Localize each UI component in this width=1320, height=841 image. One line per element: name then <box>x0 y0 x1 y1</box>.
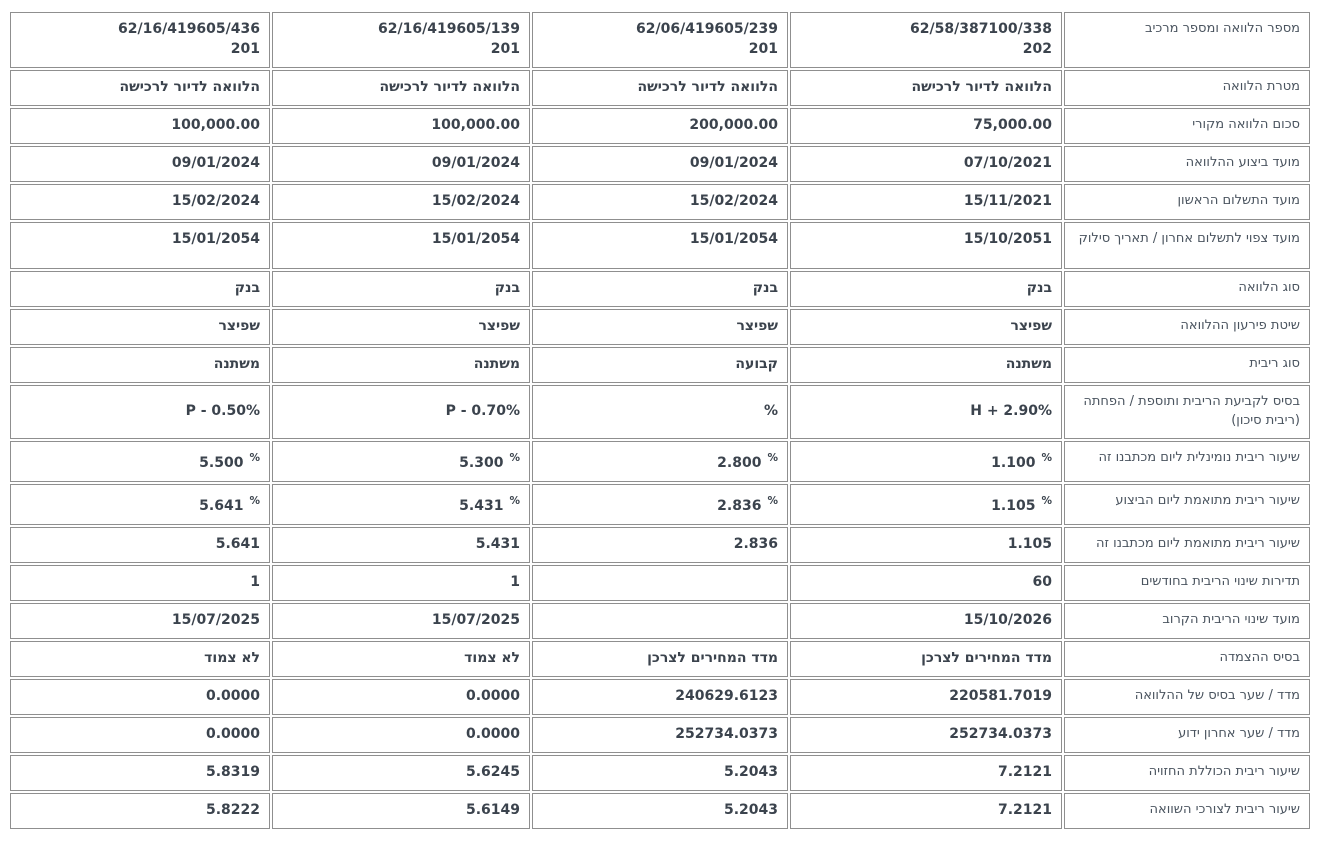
cell-base-index-1: 240629.6123 <box>532 679 788 715</box>
cell-base-index-2: 0.0000 <box>272 679 530 715</box>
table-row-next-change-date <box>10 603 1310 639</box>
percent-sign: % <box>1041 452 1052 464</box>
percent-sign: % <box>509 495 520 507</box>
cell-adjusted-rate-execution-3 <box>10 484 270 525</box>
row-label-interest-type: סוג ריבית <box>1064 347 1310 383</box>
cell-amount-1: 200,000.00 <box>532 108 788 144</box>
cell-adjusted-rate-execution-2 <box>272 484 530 525</box>
table-row-nominal-rate <box>10 441 1310 482</box>
cell-nominal-rate-2 <box>272 441 530 482</box>
cell-repayment-method-1: שפיצר <box>532 309 788 345</box>
cell-loan-number-2 <box>272 12 530 68</box>
cell-rate-basis-2: P - 0.70% <box>272 385 530 439</box>
percent-sign: % <box>509 452 520 464</box>
cell-base-index-3: 0.0000 <box>10 679 270 715</box>
cell-first-payment-3: 15/02/2024 <box>10 184 270 220</box>
cell-adjusted-rate-current-3: 5.641 <box>10 527 270 563</box>
component-number: 202 <box>1022 41 1052 57</box>
cell-last-payment-3: 15/01/2054 <box>10 222 270 269</box>
cell-comparison-rate-0: 7.2121 <box>790 793 1062 829</box>
table-row-adjusted-rate-current <box>10 527 1310 563</box>
rate-value: 5.500 <box>199 455 244 471</box>
rate-value: 1.100 <box>991 455 1036 471</box>
cell-loan-type-3: בנק <box>10 271 270 307</box>
percent-sign: % <box>1041 495 1052 507</box>
cell-expected-total-rate-0: 7.2121 <box>790 755 1062 791</box>
loan-number: 62/58/387100/338 <box>910 21 1052 37</box>
cell-comparison-rate-2: 5.6149 <box>272 793 530 829</box>
cell-nominal-rate-0 <box>790 441 1062 482</box>
table-row-interest-type <box>10 347 1310 383</box>
table-row-last-payment <box>10 222 1310 269</box>
cell-execution-date-2: 09/01/2024 <box>272 146 530 182</box>
row-label-linkage-basis: בסיס ההצמדה <box>1064 641 1310 677</box>
cell-loan-number-3 <box>10 12 270 68</box>
table-row-loan-number <box>10 12 1310 68</box>
cell-last-payment-2: 15/01/2054 <box>272 222 530 269</box>
cell-interest-type-2: משתנה <box>272 347 530 383</box>
component-number: 201 <box>748 41 778 57</box>
table-row-base-index <box>10 679 1310 715</box>
row-label-base-index: מדד / שער בסיס של ההלוואה <box>1064 679 1310 715</box>
cell-amount-2: 100,000.00 <box>272 108 530 144</box>
cell-purpose-3: הלוואה לדיור לרכישה <box>10 70 270 106</box>
percent-sign: % <box>767 495 778 507</box>
row-label-change-frequency: תדירות שינוי הריבית בחודשים <box>1064 565 1310 601</box>
cell-rate-basis-1: % <box>532 385 788 439</box>
table-row-rate-basis <box>10 385 1310 439</box>
row-label-next-change-date: מועד שינוי הריבית הקרוב <box>1064 603 1310 639</box>
row-label-repayment-method: שיטת פירעון ההלוואה <box>1064 309 1310 345</box>
cell-change-frequency-1 <box>532 565 788 601</box>
cell-next-change-date-0: 15/10/2026 <box>790 603 1062 639</box>
rate-value: 1.105 <box>991 498 1036 514</box>
cell-execution-date-0: 07/10/2021 <box>790 146 1062 182</box>
component-number: 201 <box>230 41 260 57</box>
row-label-purpose: מטרת הלוואה <box>1064 70 1310 106</box>
cell-repayment-method-3: שפיצר <box>10 309 270 345</box>
loan-details-table <box>8 10 1312 831</box>
cell-next-change-date-1 <box>532 603 788 639</box>
row-label-comparison-rate: שיעור ריבית לצורכי השוואה <box>1064 793 1310 829</box>
table-row-amount <box>10 108 1310 144</box>
cell-loan-type-1: בנק <box>532 271 788 307</box>
cell-next-change-date-2: 15/07/2025 <box>272 603 530 639</box>
rate-value: 2.800 <box>717 455 762 471</box>
row-label-first-payment: מועד התשלום הראשון <box>1064 184 1310 220</box>
row-label-last-known-index: מדד / שער אחרון ידוע <box>1064 717 1310 753</box>
cell-loan-number-0 <box>790 12 1062 68</box>
cell-linkage-basis-0: מדד המחירים לצרכן <box>790 641 1062 677</box>
cell-purpose-0: הלוואה לדיור לרכישה <box>790 70 1062 106</box>
cell-loan-type-0: בנק <box>790 271 1062 307</box>
cell-interest-type-1: קבועה <box>532 347 788 383</box>
cell-change-frequency-3: 1 <box>10 565 270 601</box>
cell-interest-type-3: משתנה <box>10 347 270 383</box>
cell-first-payment-2: 15/02/2024 <box>272 184 530 220</box>
cell-expected-total-rate-2: 5.6245 <box>272 755 530 791</box>
cell-last-payment-0: 15/10/2051 <box>790 222 1062 269</box>
percent-sign: % <box>767 452 778 464</box>
row-label-rate-basis: בסיס לקביעת הריבית ותוספת / הפחתה (ריבית סיכון) <box>1064 385 1310 439</box>
cell-last-known-index-0: 252734.0373 <box>790 717 1062 753</box>
cell-comparison-rate-1: 5.2043 <box>532 793 788 829</box>
cell-adjusted-rate-execution-0 <box>790 484 1062 525</box>
cell-expected-total-rate-1: 5.2043 <box>532 755 788 791</box>
cell-execution-date-1: 09/01/2024 <box>532 146 788 182</box>
rate-value: 5.300 <box>459 455 504 471</box>
cell-comparison-rate-3: 5.8222 <box>10 793 270 829</box>
table-row-adjusted-rate-execution <box>10 484 1310 525</box>
cell-last-known-index-1: 252734.0373 <box>532 717 788 753</box>
table-row-execution-date <box>10 146 1310 182</box>
cell-loan-type-2: בנק <box>272 271 530 307</box>
cell-nominal-rate-1 <box>532 441 788 482</box>
cell-adjusted-rate-current-0: 1.105 <box>790 527 1062 563</box>
cell-linkage-basis-2: לא צמוד <box>272 641 530 677</box>
cell-adjusted-rate-execution-1 <box>532 484 788 525</box>
cell-first-payment-1: 15/02/2024 <box>532 184 788 220</box>
loan-number: 62/06/419605/239 <box>636 21 778 37</box>
table-row-change-frequency <box>10 565 1310 601</box>
cell-purpose-1: הלוואה לדיור לרכישה <box>532 70 788 106</box>
cell-adjusted-rate-current-2: 5.431 <box>272 527 530 563</box>
cell-loan-number-1 <box>532 12 788 68</box>
cell-interest-type-0: משתנה <box>790 347 1062 383</box>
cell-last-payment-1: 15/01/2054 <box>532 222 788 269</box>
row-label-last-payment: מועד צפוי לתשלום אחרון / תאריך סילוק <box>1064 222 1310 269</box>
cell-linkage-basis-1: מדד המחירים לצרכן <box>532 641 788 677</box>
cell-last-known-index-2: 0.0000 <box>272 717 530 753</box>
cell-repayment-method-0: שפיצר <box>790 309 1062 345</box>
cell-linkage-basis-3: לא צמוד <box>10 641 270 677</box>
row-label-execution-date: מועד ביצוע ההלוואה <box>1064 146 1310 182</box>
cell-next-change-date-3: 15/07/2025 <box>10 603 270 639</box>
row-label-loan-number: מספר הלוואה ומספר מרכיב <box>1064 12 1310 68</box>
cell-rate-basis-3: P - 0.50% <box>10 385 270 439</box>
row-label-adjusted-rate-current: שיעור ריבית מתואמת ליום מכתבנו זה <box>1064 527 1310 563</box>
table-row-loan-type <box>10 271 1310 307</box>
rate-value: 2.836 <box>717 498 762 514</box>
cell-base-index-0: 220581.7019 <box>790 679 1062 715</box>
table-row-linkage-basis <box>10 641 1310 677</box>
rate-value: 5.431 <box>459 498 504 514</box>
row-label-adjusted-rate-execution: שיעור ריבית מתואמת ליום הביצוע <box>1064 484 1310 525</box>
table-row-purpose <box>10 70 1310 106</box>
cell-change-frequency-2: 1 <box>272 565 530 601</box>
row-label-expected-total-rate: שיעור ריבית הכוללת החזויה <box>1064 755 1310 791</box>
component-number: 201 <box>490 41 520 57</box>
cell-adjusted-rate-current-1: 2.836 <box>532 527 788 563</box>
table-row-comparison-rate <box>10 793 1310 829</box>
cell-change-frequency-0: 60 <box>790 565 1062 601</box>
table-row-first-payment <box>10 184 1310 220</box>
percent-sign: % <box>249 495 260 507</box>
cell-rate-basis-0: H + 2.90% <box>790 385 1062 439</box>
cell-execution-date-3: 09/01/2024 <box>10 146 270 182</box>
table-row-last-known-index <box>10 717 1310 753</box>
cell-nominal-rate-3 <box>10 441 270 482</box>
cell-last-known-index-3: 0.0000 <box>10 717 270 753</box>
cell-first-payment-0: 15/11/2021 <box>790 184 1062 220</box>
cell-amount-3: 100,000.00 <box>10 108 270 144</box>
row-label-amount: סכום הלוואה מקורי <box>1064 108 1310 144</box>
table-row-expected-total-rate <box>10 755 1310 791</box>
cell-purpose-2: הלוואה לדיור לרכישה <box>272 70 530 106</box>
cell-expected-total-rate-3: 5.8319 <box>10 755 270 791</box>
row-label-nominal-rate: שיעור ריבית נומינלית ליום מכתבנו זה <box>1064 441 1310 482</box>
row-label-loan-type: סוג הלוואה <box>1064 271 1310 307</box>
percent-sign: % <box>249 452 260 464</box>
table-row-repayment-method <box>10 309 1310 345</box>
loan-number: 62/16/419605/139 <box>378 21 520 37</box>
loan-number: 62/16/419605/436 <box>118 21 260 37</box>
rate-value: 5.641 <box>199 498 244 514</box>
cell-repayment-method-2: שפיצר <box>272 309 530 345</box>
cell-amount-0: 75,000.00 <box>790 108 1062 144</box>
